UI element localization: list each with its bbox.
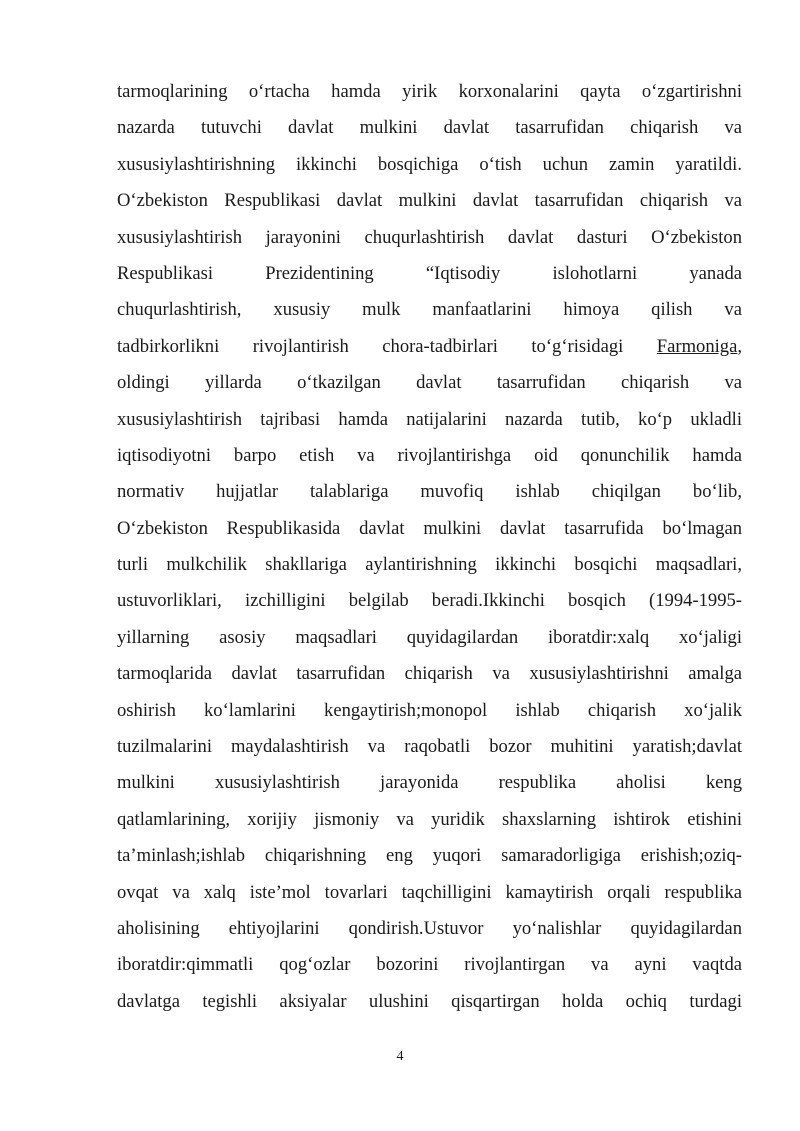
text-line: mulkini xususiylashtirish jarayonida respublika aholisi keng [117,772,742,794]
text-line: tarmoqlarida davlat tasarrufidan chiqarish va xususiylashtirishni amalga [117,663,742,685]
text-line: chuqurlashtirish, xususiy mulk manfaatlarini himoya qilish va [117,299,742,321]
text-line: O‘zbekiston Respublikasida davlat mulkini davlat tasarrufida bo‘lmagan [117,517,742,539]
text-line: qatlamlarining, xorijiy jismoniy va yuridik shaxslarning ishtirok etishini [117,808,742,830]
text-line: normativ hujjatlar talablariga muvofiq ishlab chiqilgan bo‘lib, [117,481,742,503]
text-line: oldingi yillarda o‘tkazilgan davlat tasarrufidan chiqarish va [117,372,742,394]
text-line: O‘zbekiston Respublikasi davlat mulkini davlat tasarrufidan chiqarish va [117,190,742,212]
text-line: aholisining ehtiyojlarini qondirish.Ustuvor yo‘nalishlar quyidagilardan [117,917,742,939]
text-line: ustuvorliklari, izchilligini belgilab beradi.Ikkinchi bosqich (1994-1995- [117,590,742,612]
farmoniga-link[interactable]: Farmoniga [656,335,738,357]
text-line: turli mulkchilik shakllariga aylantirishning ikkinchi bosqichi maqsadlari, [117,554,742,576]
body-text [117,74,742,1020]
text-line: davlatga tegishli aksiyalar ulushini qisqartirgan holda ochiq turdagi [117,990,742,1012]
text-line: oshirish ko‘lamlarini kengaytirish;monopol ishlab chiqarish xo‘jalik [117,699,742,721]
text-line: ovqat va xalq iste’mol tovarlari taqchilligini kamaytirish orqali respublika [117,881,742,903]
text-line: Respublikasi Prezidentining “Iqtisodiy islohotlarni yanada [117,262,742,284]
text-line: tuzilmalarini maydalashtirish va raqobatli bozor muhitini yaratish;davlat [117,736,742,758]
text-line: xususiylashtirishning ikkinchi bosqichiga o‘tish uchun zamin yaratildi. [117,153,742,175]
text-line: ta’minlash;ishlab chiqarishning eng yuqori samaradorligiga erishish;oziq- [117,845,742,867]
text-line: xususiylashtirish jarayonini chuqurlashtirish davlat dasturi O‘zbekiston [117,226,742,248]
text-line-with-link [117,329,742,365]
text-line-segment: tadbirkorlikni rivojlantirish chora-tadbirlari to‘g‘risidagi [117,335,624,357]
page-number: 4 [396,1049,404,1064]
text-line: iboratdir:qimmatli qog‘ozlar bozorini rivojlantirgan va ayni vaqtda [117,954,742,976]
text-line: yillarning asosiy maqsadlari quyidagilardan iboratdir:xalq xo‘jaligi [117,626,742,648]
text-line: nazarda tutuvchi davlat mulkini davlat tasarrufidan chiqarish va [117,117,742,139]
text-line: iqtisodiyotni barpo etish va rivojlantirishga oid qonunchilik hamda [117,444,742,466]
text-line-segment: , [737,335,742,357]
text-line: xususiylashtirish tajribasi hamda natijalarini nazarda tutib, ko‘p ukladli [117,408,742,430]
text-line: tarmoqlarining o‘rtacha hamda yirik korxonalarini qayta o‘zgartirishni [117,81,742,102]
